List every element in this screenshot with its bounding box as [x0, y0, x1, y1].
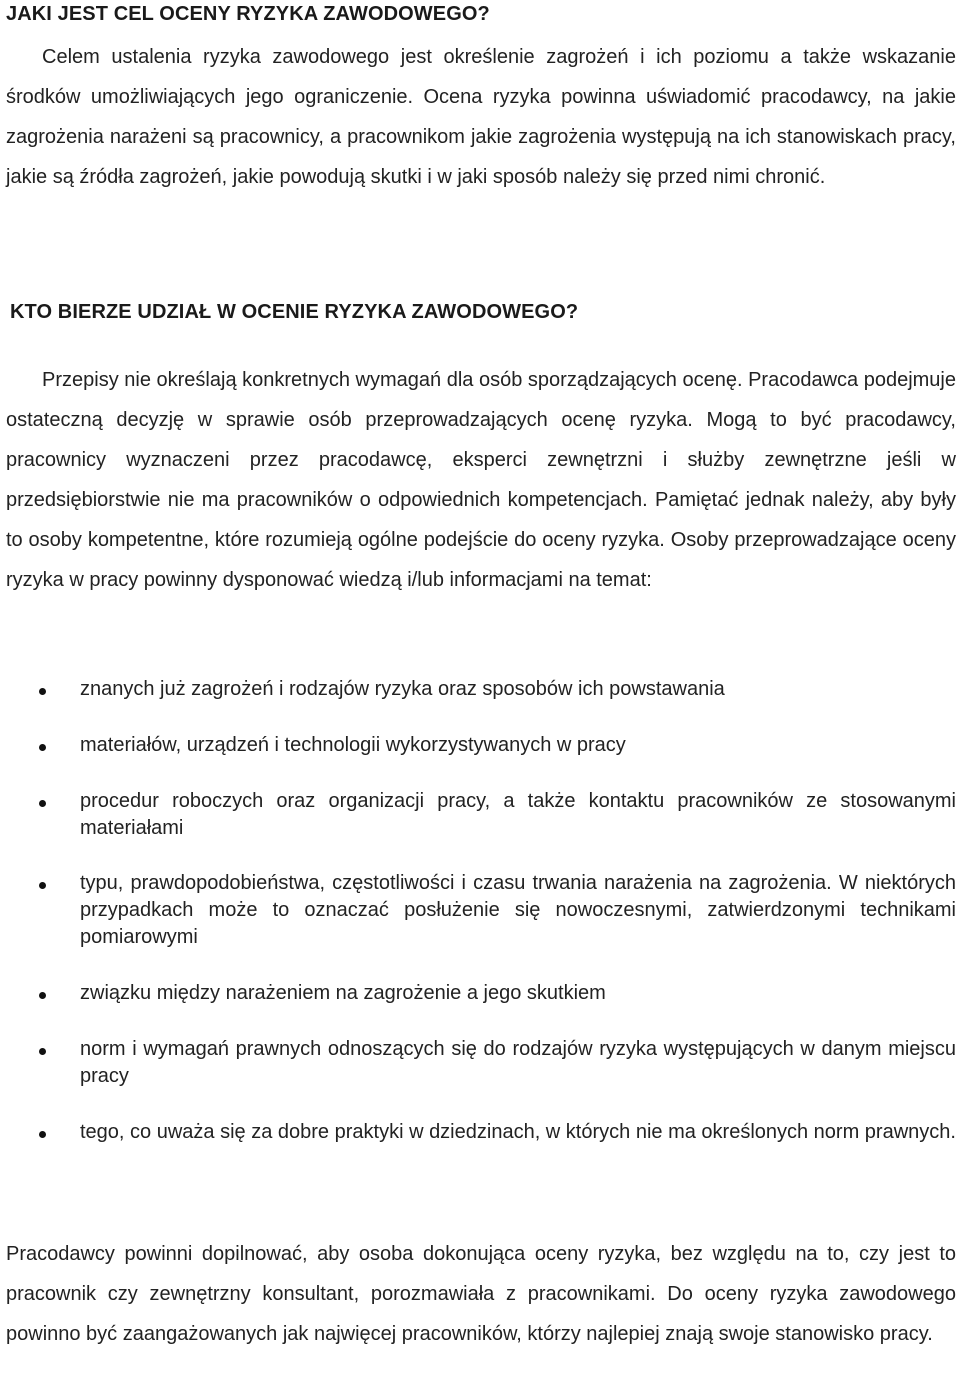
- bullet-icon: [39, 882, 46, 889]
- bullet-icon: [39, 744, 46, 751]
- list-item-text: tego, co uważa się za dobre praktyki w dziedzinach, w których nie ma określonych norm prawnych.: [80, 1121, 956, 1143]
- bullet-icon: [39, 800, 46, 807]
- paragraph-purpose: Celem ustalenia ryzyka zawodowego jest określenie zagrożeń i ich poziomu a także wskazanie środków umożliwiających jego ograniczenie. Ocena ryzyka powinna uświadomić pracodawcy, na jakie zagrożenia narażeni są pracownicy, a pracownikom jakie zagrożenia występują na ich stanowiskach pracy, jakie są źródła zagrożeń, jakie powodują skutki i w jaki sposób należy się przed nimi chronić.: [6, 46, 956, 188]
- bullet-icon: [39, 992, 46, 999]
- list-item-text: związku między narażeniem na zagrożenie a jego skutkiem: [80, 982, 606, 1004]
- list-item-text: materiałów, urządzeń i technologii wykorzystywanych w pracy: [80, 734, 626, 756]
- paragraph-participants: Przepisy nie określają konkretnych wymagań dla osób sporządzających ocenę. Pracodawca podejmuje ostateczną decyzję w sprawie osób przeprowadzających ocenę ryzyka. Mogą to być pracodawcy, pracownicy wyznaczeni przez pracodawcę, eksperci zewnętrzni i służby zewnętrzne jeśli w przedsiębiorstwie nie ma pracowników o odpowiednich kompetencjach. Pamiętać jednak należy, aby były to osoby kompetentne, które rozumieją ogólne podejście do oceny ryzyka. Osoby przeprowadzające oceny ryzyka w pracy powinny dysponować wiedzą i/lub informacjami na temat:: [6, 369, 956, 591]
- paragraph-closing: Pracodawcy powinni dopilnować, aby osoba dokonująca oceny ryzyka, bez względu na to, czy jest to pracownik czy zewnętrzny konsultant, porozmawiała z pracownikami. Do oceny ryzyka zawodowego powinno być zaangażowanych jak najwięcej pracowników, którzy najlepiej znają swoje stanowisko pracy.: [6, 1243, 956, 1345]
- bullet-icon: [39, 1131, 46, 1138]
- list-item-text: procedur roboczych oraz organizacji pracy, a także kontaktu pracowników ze stosowanymi materiałami: [80, 790, 956, 839]
- section-heading-participants: KTO BIERZE UDZIAŁ W OCENIE RYZYKA ZAWODOWEGO?: [10, 301, 579, 323]
- list-item-text: znanych już zagrożeń i rodzajów ryzyka oraz sposobów ich powstawania: [80, 678, 725, 700]
- bullet-icon: [39, 1048, 46, 1055]
- section-heading-purpose: JAKI JEST CEL OCENY RYZYKA ZAWODOWEGO?: [6, 3, 490, 25]
- list-item-text: norm i wymagań prawnych odnoszących się do rodzajów ryzyka występujących w danym miejscu pracy: [80, 1038, 956, 1087]
- list-item-text: typu, prawdopodobieństwa, częstotliwości i czasu trwania narażenia na zagrożenia. W niektórych przypadkach może to oznaczać posłużenie się nowoczesnymi, zatwierdzonymi technikami pomiarowymi: [80, 872, 956, 948]
- bullet-icon: [39, 688, 46, 695]
